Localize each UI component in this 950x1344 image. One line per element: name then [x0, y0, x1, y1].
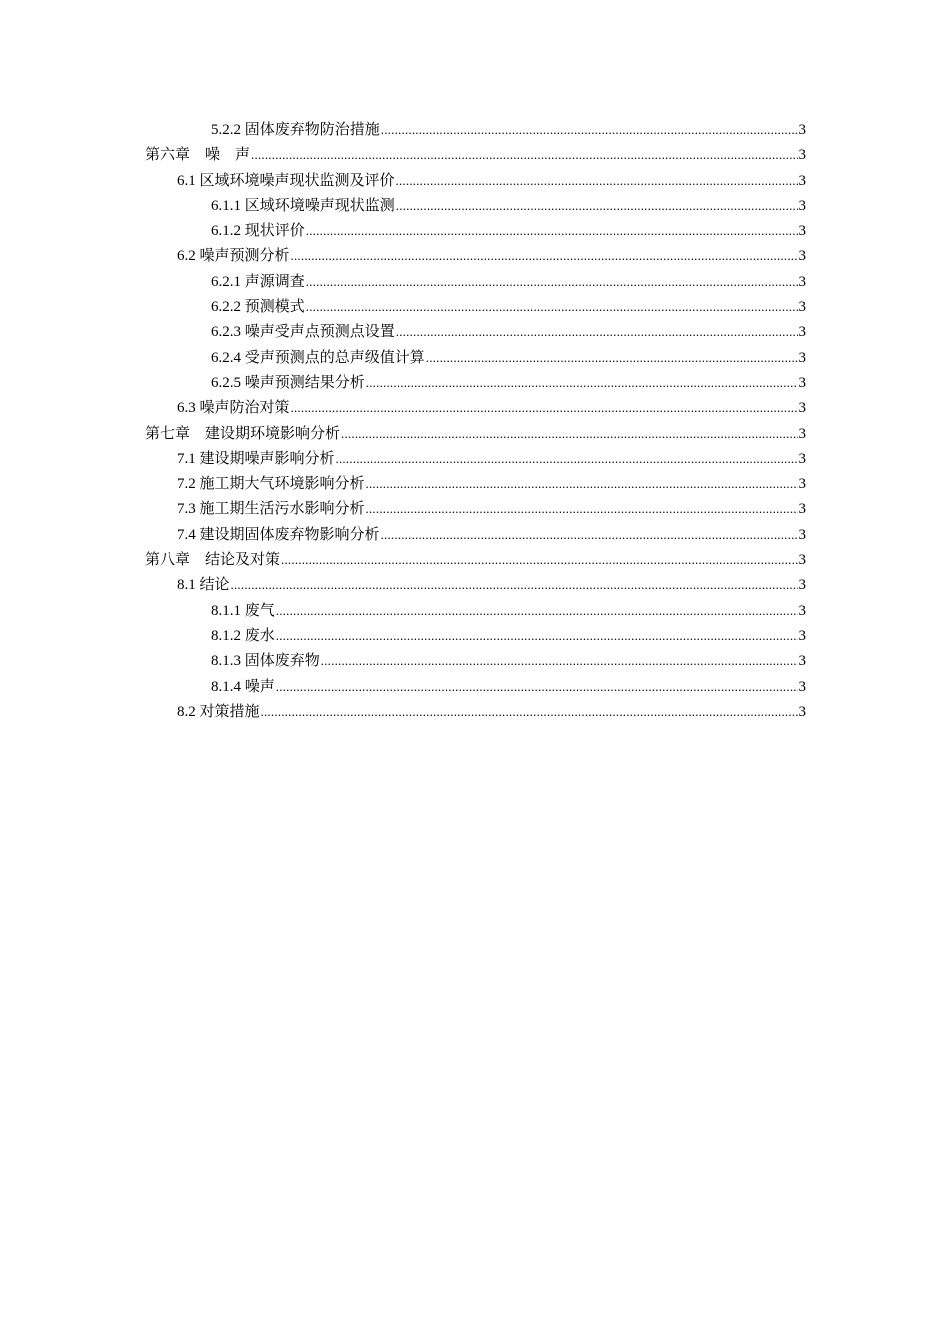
- toc-page-number: 3: [798, 703, 806, 720]
- toc-entry-title: 7.1 建设期噪声影响分析: [177, 450, 335, 467]
- toc-page-number: 3: [798, 678, 806, 695]
- toc-section-entry[interactable]: [145, 345, 806, 370]
- toc-dot-leader: [336, 446, 798, 471]
- toc-page-number: 3: [798, 197, 806, 214]
- toc-entry-title: 6.2.1 声源调查: [211, 273, 305, 290]
- toc-section-entry[interactable]: [145, 269, 806, 294]
- toc-dot-leader: [281, 547, 797, 572]
- toc-dot-leader: [321, 648, 798, 673]
- toc-dot-leader: [396, 168, 798, 193]
- toc-section-entry[interactable]: [145, 699, 806, 724]
- toc-entry-title: 第六章 噪 声: [145, 147, 251, 164]
- toc-page-number: 3: [798, 349, 806, 366]
- toc-dot-leader: [366, 496, 798, 521]
- toc-section-entry[interactable]: [145, 370, 806, 395]
- toc-section-entry[interactable]: [145, 522, 806, 547]
- toc-section-entry[interactable]: [145, 572, 806, 597]
- toc-page-number: 3: [798, 172, 806, 189]
- toc-dot-leader: [366, 471, 798, 496]
- toc-section-entry[interactable]: [145, 294, 806, 319]
- toc-page-number: 3: [798, 450, 806, 467]
- toc-dot-leader: [251, 142, 797, 167]
- toc-page-number: 3: [798, 552, 806, 569]
- toc-dot-leader: [306, 294, 798, 319]
- toc-section-entry[interactable]: [145, 598, 806, 623]
- toc-entry-title: 8.1 结论: [177, 577, 230, 594]
- toc-entry-title: 6.2.5 噪声预测结果分析: [211, 374, 365, 391]
- toc-section-entry[interactable]: [145, 193, 806, 218]
- table-of-contents: [145, 117, 806, 724]
- toc-entry-title: 6.2.3 噪声受声点预测点设置: [211, 324, 395, 341]
- toc-entry-title: 6.1 区域环境噪声现状监测及评价: [177, 172, 395, 189]
- toc-entry-title: 7.4 建设期固体废弃物影响分析: [177, 526, 380, 543]
- toc-page-number: 3: [798, 374, 806, 391]
- toc-entry-title: 5.2.2 固体废弃物防治措施: [211, 122, 380, 138]
- toc-section-entry[interactable]: [145, 674, 806, 699]
- toc-dot-leader: [381, 117, 798, 142]
- toc-entry-title: 6.2.4 受声预测点的总声级值计算: [211, 349, 425, 366]
- toc-entry-title: 8.2 对策措施: [177, 703, 260, 720]
- toc-dot-leader: [276, 623, 798, 648]
- toc-entry-title: 6.1.2 现状评价: [211, 223, 305, 240]
- toc-page-number: 3: [798, 577, 806, 594]
- toc-dot-leader: [426, 345, 798, 370]
- toc-entry-title: 6.2.2 预测模式: [211, 299, 305, 316]
- toc-entry-title: 第七章 建设期环境影响分析: [145, 425, 341, 442]
- toc-entry-title: 7.3 施工期生活污水影响分析: [177, 501, 365, 518]
- toc-section-entry[interactable]: [145, 395, 806, 420]
- toc-section-entry[interactable]: [145, 168, 806, 193]
- toc-dot-leader: [261, 699, 798, 724]
- toc-section-entry[interactable]: [145, 648, 806, 673]
- toc-entry-title: 6.1.1 区域环境噪声现状监测: [211, 197, 395, 214]
- toc-dot-leader: [396, 193, 798, 218]
- toc-page-number: 3: [798, 425, 806, 442]
- toc-section-entry[interactable]: [145, 496, 806, 521]
- toc-dot-leader: [306, 218, 798, 243]
- toc-dot-leader: [291, 395, 798, 420]
- toc-dot-leader: [276, 674, 798, 699]
- toc-chapter-entry[interactable]: [145, 142, 806, 167]
- toc-dot-leader: [306, 269, 798, 294]
- toc-page-number: 3: [798, 653, 806, 670]
- toc-section-entry[interactable]: [145, 319, 806, 344]
- toc-dot-leader: [381, 522, 798, 547]
- toc-dot-leader: [396, 319, 798, 344]
- toc-page-number: 3: [798, 147, 806, 164]
- toc-page-number: 3: [798, 526, 806, 543]
- toc-entry-title: 8.1.4 噪声: [211, 678, 275, 695]
- toc-section-entry[interactable]: [145, 243, 806, 268]
- toc-page-number: 3: [798, 476, 806, 493]
- toc-section-entry[interactable]: [145, 446, 806, 471]
- toc-entry-title: 8.1.3 固体废弃物: [211, 653, 320, 670]
- toc-page-number: 3: [798, 324, 806, 341]
- toc-section-entry[interactable]: [145, 218, 806, 243]
- toc-page-number: 3: [798, 248, 806, 265]
- toc-page-number: 3: [798, 602, 806, 619]
- toc-entry-title: 6.3 噪声防治对策: [177, 400, 290, 417]
- toc-section-entry[interactable]: [145, 471, 806, 496]
- toc-section-entry[interactable]: [145, 117, 806, 142]
- toc-dot-leader: [291, 243, 798, 268]
- toc-page-number: 3: [798, 400, 806, 417]
- toc-page-number: 3: [798, 223, 806, 240]
- toc-page-number: 3: [798, 299, 806, 316]
- toc-chapter-entry[interactable]: [145, 421, 806, 446]
- toc-dot-leader: [341, 421, 797, 446]
- toc-page-number: 3: [798, 273, 806, 290]
- toc-entry-title: 7.2 施工期大气环境影响分析: [177, 476, 365, 493]
- toc-dot-leader: [366, 370, 798, 395]
- toc-entry-title: 6.2 噪声预测分析: [177, 248, 290, 265]
- toc-page-number: 3: [798, 627, 806, 644]
- toc-dot-leader: [231, 572, 798, 597]
- toc-entry-title: 8.1.1 废气: [211, 602, 275, 619]
- toc-page-number: 3: [798, 122, 806, 138]
- toc-chapter-entry[interactable]: [145, 547, 806, 572]
- toc-dot-leader: [276, 598, 798, 623]
- toc-page-number: 3: [798, 501, 806, 518]
- toc-entry-title: 8.1.2 废水: [211, 627, 275, 644]
- toc-section-entry[interactable]: [145, 623, 806, 648]
- toc-entry-title: 第八章 结论及对策: [145, 552, 281, 569]
